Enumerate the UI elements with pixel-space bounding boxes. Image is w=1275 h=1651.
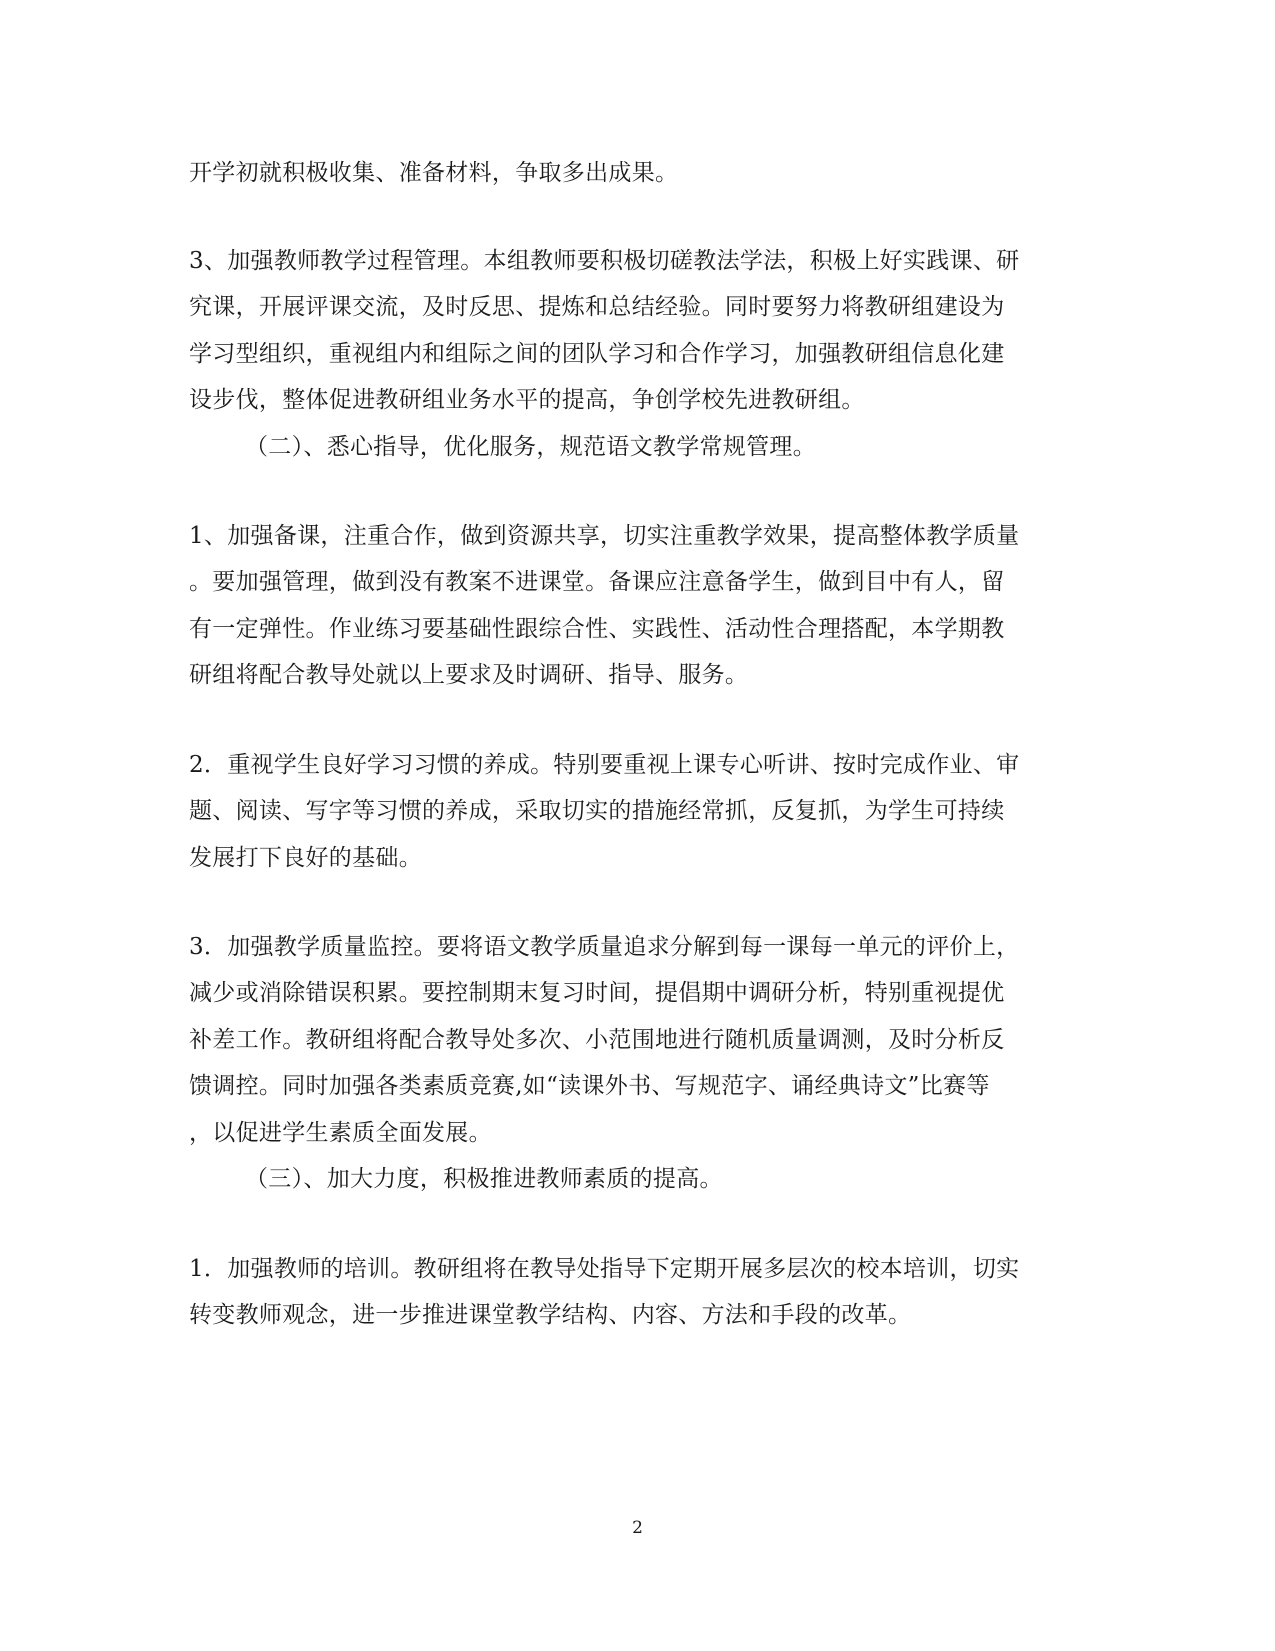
text-line: 设步伐，整体促进教研组业务水平的提高，争创学校先进教研组。 [189,387,865,413]
text-line: 2．重视学生良好学习习惯的养成。特别要重视上课专心听讲、按时完成作业、审 [189,752,1020,778]
text-line: 补差工作。教研组将配合教导处多次、小范围地进行随机质量调测，及时分析反 [189,1027,1005,1053]
text-line: 有一定弹性。作业练习要基础性跟综合性、实践性、活动性合理搭配，本学期教 [189,616,1005,642]
text-line: 学习型组织，重视组内和组际之间的团队学习和合作学习，加强教研组信息化建 [189,341,1005,367]
text-line: 究课，开展评课交流，及时反思、提炼和总结经验。同时要努力将教研组建设为 [189,294,1005,320]
text-line: 题、阅读、写字等习惯的养成，采取切实的措施经常抓，反复抓，为学生可持续 [189,798,1005,824]
text-line: 开学初就积极收集、准备材料，争取多出成果。 [189,160,679,186]
section-heading: （二）、悉心指导，优化服务，规范语文教学常规管理。 [245,434,816,460]
text-line: 3．加强教学质量监控。要将语文教学质量追求分解到每一课每一单元的评价上， [189,934,1020,960]
page-number: 2 [632,1518,643,1538]
text-line: 馈调控。同时加强各类素质竞赛,如“读课外书、写规范字、诵经典诗文”比赛等 [189,1073,990,1099]
text-line: 转变教师观念，进一步推进课堂教学结构、内容、方法和手段的改革。 [189,1302,912,1328]
text-line: 研组将配合教导处就以上要求及时调研、指导、服务。 [189,662,749,688]
text-line: 1、加强备课，注重合作，做到资源共享，切实注重教学效果，提高整体教学质量 [189,523,1020,549]
text-line: 3、加强教师教学过程管理。本组教师要积极切磋教法学法，积极上好实践课、研 [189,248,1020,274]
text-line: 发展打下良好的基础。 [189,845,422,871]
section-heading: （三）、加大力度，积极推进教师素质的提高。 [245,1166,723,1192]
text-line: 减少或消除错误积累。要控制期末复习时间，提倡期中调研分析，特别重视提优 [189,980,1005,1006]
text-line: 。要加强管理，做到没有教案不进课堂。备课应注意备学生，做到目中有人，留 [189,569,1005,595]
text-line: 1．加强教师的培训。教研组将在教导处指导下定期开展多层次的校本培训，切实 [189,1256,1020,1282]
text-line: ，以促进学生素质全面发展。 [189,1120,492,1146]
